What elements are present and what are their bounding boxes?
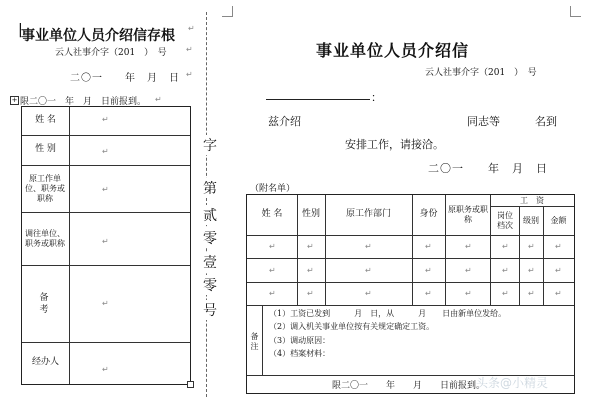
table-footer: 限二〇一 年 月 日前报到。 xyxy=(332,381,486,391)
stub-title: 事业单位人员介绍信存根 xyxy=(21,28,175,44)
stub-row-label: 原工作单位、职务或职称 xyxy=(25,173,65,203)
letter-date: 二〇一 年 月 日 xyxy=(428,162,548,175)
count-text: 名到 xyxy=(535,115,557,128)
perforation-char: 贰 xyxy=(203,205,217,225)
col-header-grade: 岗位档次 xyxy=(497,210,513,230)
stub-row-label: 性 别 xyxy=(35,144,56,155)
addressee-colon: ： xyxy=(371,91,382,104)
stub-row-label: 备 考 xyxy=(39,293,67,315)
letter-title: 事业单位人员介绍信 xyxy=(316,41,470,60)
return-mark-icon: ↵ xyxy=(188,24,195,33)
col-header-level: 级别 xyxy=(523,215,539,225)
arrange-text: 安排工作，请接洽。 xyxy=(345,138,444,151)
stub-row-label: 经办人 xyxy=(31,357,59,368)
perforation-char: 零 xyxy=(203,275,217,295)
cursor-mark: | xyxy=(18,22,23,38)
note-line: （4）档案材料： xyxy=(269,349,331,358)
attachment-table: 姓 名 性别 原工作部门 身份 原职务或职称 工 资 岗位档次 级别 金额 ↵ ↵ ↵ ↵ ↵ ↵ ↵ ↵ ↵ ↵ ↵ ↵ ↵ ↵ ↵ ↵ ↵ ↵ ↵ ↵ ↵ ↵ ↵ ↵ 备注 （1）工资已发到 月 日，从 月 日由新单位发给。 （2）调入机关事业单位按有关规定确定工资。 （3）调动原因： （4）档案材料： 限二〇一 年 月 日前报到。 xyxy=(246,194,575,394)
stub-row-label: 调往单位、职务或职称 xyxy=(25,228,65,248)
addressee-line xyxy=(266,99,370,100)
return-mark-icon: ↵ xyxy=(186,45,193,54)
col-header-name: 姓 名 xyxy=(261,209,283,220)
col-header-salary: 工 资 xyxy=(520,195,544,205)
col-header-dept: 原工作部门 xyxy=(345,209,391,220)
return-mark-icon: ↵ xyxy=(186,70,193,79)
stub-table: 姓 名 性 别 原工作单位、职务或职称 调往单位、职务或职称 备 考 经办人 ↵ ↵ ↵ ↵ ↵ ↵ xyxy=(21,106,191,385)
col-header-status: 身份 xyxy=(419,209,438,220)
perforation-char: 壹 xyxy=(203,252,217,272)
table-resize-handle[interactable] xyxy=(187,381,194,388)
table-anchor-icon: + xyxy=(11,96,18,104)
note-line: （2）调入机关事业单位按有关规定确定工资。 xyxy=(269,322,435,331)
col-header-amount: 金额 xyxy=(550,215,567,225)
comrades-text: 同志等 xyxy=(467,115,500,128)
stub-deadline: 限二〇一 年 月 日前报到。 xyxy=(20,97,147,107)
perforation-char: 第 xyxy=(203,178,217,198)
intro-text: 兹介绍 xyxy=(268,115,301,128)
letter-doc-number: 云人社事介字（201 ） 号 xyxy=(425,68,537,78)
stub-doc-number: 云人社事介字（201 ） 号 xyxy=(55,48,167,58)
perforation-char: 号 xyxy=(203,300,217,320)
col-header-title: 原职务或职称 xyxy=(448,205,488,224)
perforation-char: 字 xyxy=(203,135,217,155)
stub-date: 二〇一 年 月 日 xyxy=(70,73,180,84)
stub-row-label: 姓 名 xyxy=(35,115,56,126)
attachment-label: （附名单） xyxy=(250,184,296,194)
page-corner-mark xyxy=(222,6,233,17)
note-line: （3）调动原因： xyxy=(269,336,331,345)
watermark: 头条@小精灵 xyxy=(476,376,549,390)
return-mark-icon: ↵ xyxy=(155,95,162,104)
page-corner-mark xyxy=(570,6,581,17)
notes-label: 备注 xyxy=(250,332,259,351)
col-header-gender: 性别 xyxy=(301,209,320,220)
note-line: （1）工资已发到 月 日，从 月 日由新单位发给。 xyxy=(269,309,507,318)
perforation-char: 零 xyxy=(203,228,217,248)
